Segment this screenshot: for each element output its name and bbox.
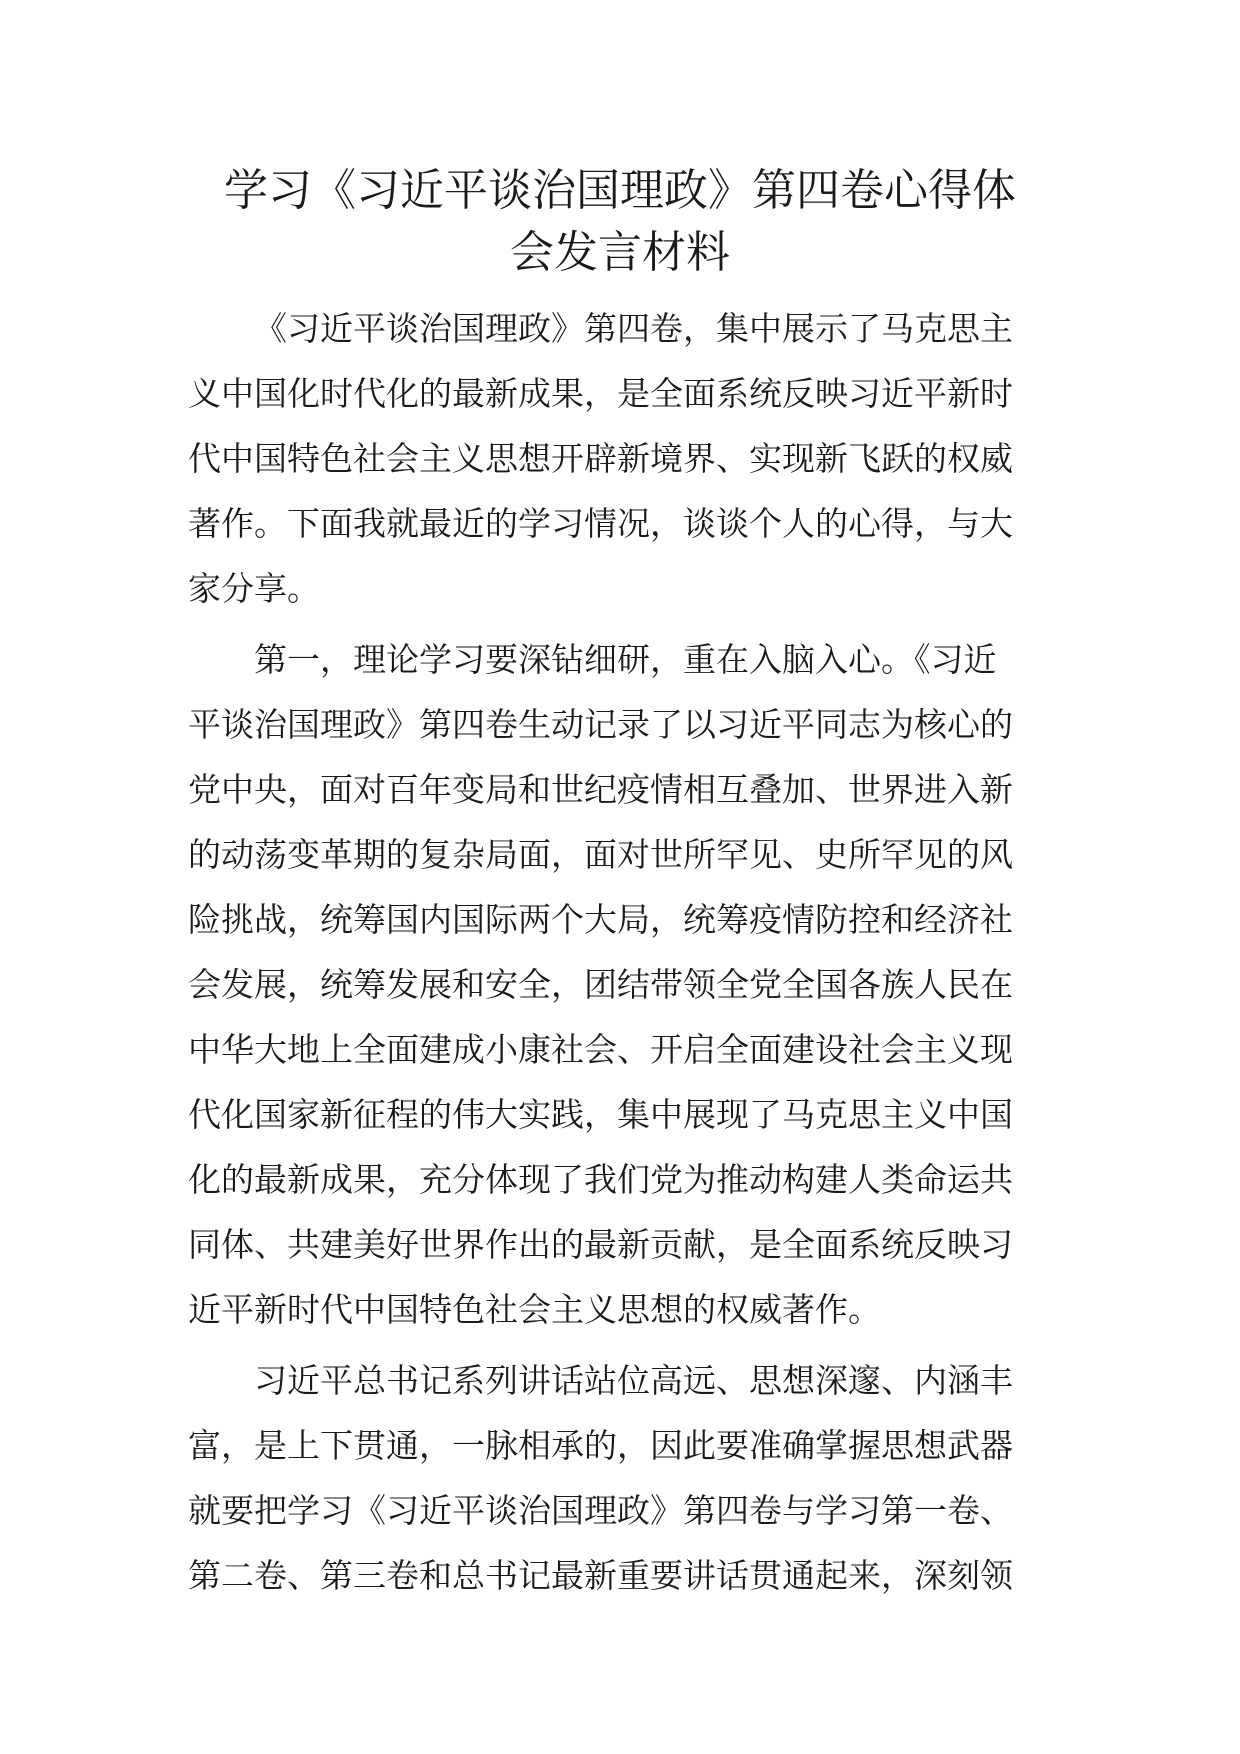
- paragraph-intro: [188, 296, 1058, 621]
- text-line: 代化国家新征程的伟大实践，集中展现了马克思主义中国: [188, 1095, 1013, 1134]
- text-line: 第二卷、第三卷和总书记最新重要讲话贯通起来，深刻领: [188, 1556, 1013, 1595]
- text-line: 家分享。: [188, 569, 320, 608]
- document-title: [170, 160, 1070, 284]
- text-line: 平谈治国理政》第四卷生动记录了以习近平同志为核心的: [188, 705, 1013, 744]
- text-line: 义中国化时代化的最新成果，是全面系统反映习近平新时: [188, 374, 1013, 413]
- paragraph-speech-series: [188, 1348, 1058, 1608]
- text-line: 著作。下面我就最近的学习情况，谈谈个人的心得，与大: [188, 504, 1013, 543]
- text-line: 代中国特色社会主义思想开辟新境界、实现新飞跃的权威: [188, 439, 1013, 478]
- document-body: [188, 296, 1058, 1614]
- text-line: 近平新时代中国特色社会主义思想的权威著作。: [188, 1290, 881, 1329]
- paragraph-first-point: [188, 627, 1058, 1342]
- text-line: 党中央，面对百年变局和世纪疫情相互叠加、世界进入新: [188, 770, 1013, 809]
- text-line: 《习近平谈治国理政》第四卷，集中展示了马克思主: [254, 309, 1013, 348]
- title-line: 会发言材料: [510, 227, 730, 278]
- text-line: 习近平总书记系列讲话站位高远、思想深邃、内涵丰: [254, 1361, 1013, 1400]
- text-line: 同体、共建美好世界作出的最新贡献，是全面系统反映习: [188, 1225, 1013, 1264]
- text-line: 化的最新成果，充分体现了我们党为推动构建人类命运共: [188, 1160, 1013, 1199]
- text-line: 会发展，统筹发展和安全，团结带领全党全国各族人民在: [188, 965, 1013, 1004]
- title-line: 学习《习近平谈治国理政》第四卷心得体: [224, 165, 1016, 216]
- text-line: 就要把学习《习近平谈治国理政》第四卷与学习第一卷、: [188, 1491, 1013, 1530]
- text-line: 第一，理论学习要深钻细研，重在入脑入心。《习近: [254, 640, 997, 679]
- text-line: 中华大地上全面建成小康社会、开启全面建设社会主义现: [188, 1030, 1013, 1069]
- text-line: 的动荡变革期的复杂局面，面对世所罕见、史所罕见的风: [188, 835, 1013, 874]
- text-line: 富，是上下贯通，一脉相承的，因此要准确掌握思想武器: [188, 1426, 1013, 1465]
- text-line: 险挑战，统筹国内国际两个大局，统筹疫情防控和经济社: [188, 900, 1013, 939]
